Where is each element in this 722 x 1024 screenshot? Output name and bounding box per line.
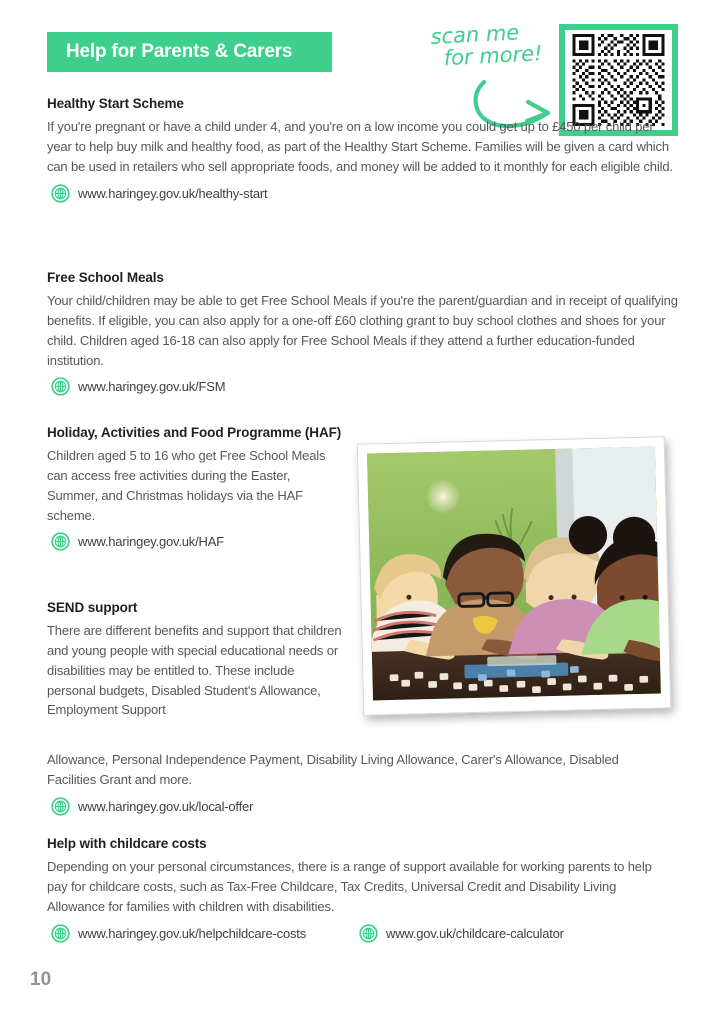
section-banner	[47, 32, 332, 72]
link-helpchildcare-costs[interactable]	[47, 924, 306, 943]
section-heading: Healthy Start Scheme	[47, 96, 184, 111]
globe-icon	[51, 797, 70, 816]
section-heading: Free School Meals	[47, 270, 164, 285]
link-text[interactable]: www.haringey.gov.uk/helpchildcare-costs	[78, 925, 306, 941]
globe-icon	[51, 184, 70, 203]
globe-icon	[51, 532, 70, 551]
link-childcare-calculator[interactable]	[355, 924, 564, 943]
section-heading: SEND support	[47, 600, 138, 615]
section-healthy-start	[47, 96, 679, 203]
photo-image	[367, 447, 661, 701]
scan-me-callout	[430, 19, 557, 70]
section-body-narrow: There are different benefits and support that children and young people with special educational needs or disabilities may be entitled to. These include personal budgets, Disabled Student's Allowance, Employment Support	[47, 623, 342, 718]
globe-icon	[51, 924, 70, 943]
section-heading: Help with childcare costs	[47, 836, 207, 851]
link-fsm[interactable]	[47, 377, 679, 396]
page-number: 10	[30, 969, 52, 990]
section-send-support	[47, 600, 343, 720]
section-body: If you're pregnant or have a child under 4, and you're on a low income you could get up to £450 per child per year to help buy milk and healthy food, as part of the Healthy Start Scheme. Families will be given a card which can be used in retailers who sell appropriate foods, and money will be added to it monthly for each eligible child.	[47, 119, 673, 174]
section-free-school-meals	[47, 270, 679, 396]
link-text[interactable]: www.gov.uk/childcare-calculator	[386, 925, 564, 941]
scan-callout-line1: scan me	[429, 20, 520, 49]
section-haf	[47, 425, 343, 551]
photo-frame	[357, 436, 672, 715]
link-text[interactable]: www.haringey.gov.uk/healthy-start	[78, 185, 268, 201]
link-haf[interactable]	[47, 532, 343, 551]
globe-icon	[51, 377, 70, 396]
link-local-offer[interactable]	[47, 797, 667, 816]
link-group	[47, 917, 667, 943]
section-send-support-continued	[47, 750, 667, 816]
link-text[interactable]: www.haringey.gov.uk/FSM	[78, 379, 226, 395]
globe-icon	[359, 924, 378, 943]
section-body: Children aged 5 to 16 who get Free School Meals can access free activities during the Easter, Summer, and Christmas holidays via the HAF scheme.	[47, 448, 326, 523]
section-body-wide: Allowance, Personal Independence Payment, Disability Living Allowance, Carer's Allowance, Disabled Facilities Grant and more.	[47, 752, 619, 787]
section-body: Your child/children may be able to get Free School Meals if you're the parent/guardian and in receipt of qualifying benefits. If eligible, you can also apply for a one-off £60 clothing grant to buy school clothes and shoes for your child. Children aged 16-18 can also apply for Free School Meals if they attend a further education-funded institution.	[47, 293, 678, 368]
link-healthy-start[interactable]	[47, 184, 679, 203]
photo-children-puzzle	[367, 447, 661, 701]
scan-callout-line2: for more!	[443, 41, 544, 71]
page-title: Help for Parents & Carers	[66, 41, 293, 62]
section-heading: Holiday, Activities and Food Programme (HAF)	[47, 425, 342, 440]
link-text[interactable]: www.haringey.gov.uk/HAF	[78, 534, 224, 550]
link-text[interactable]: www.haringey.gov.uk/local-offer	[78, 798, 254, 814]
section-body: Depending on your personal circumstances, there is a range of support available for working parents to help pay for childcare costs, such as Tax-Free Childcare, Tax Credits, Universal Credit and Disability Living Allowance for families with children with disabilities.	[47, 859, 652, 914]
section-childcare-costs	[47, 836, 667, 943]
